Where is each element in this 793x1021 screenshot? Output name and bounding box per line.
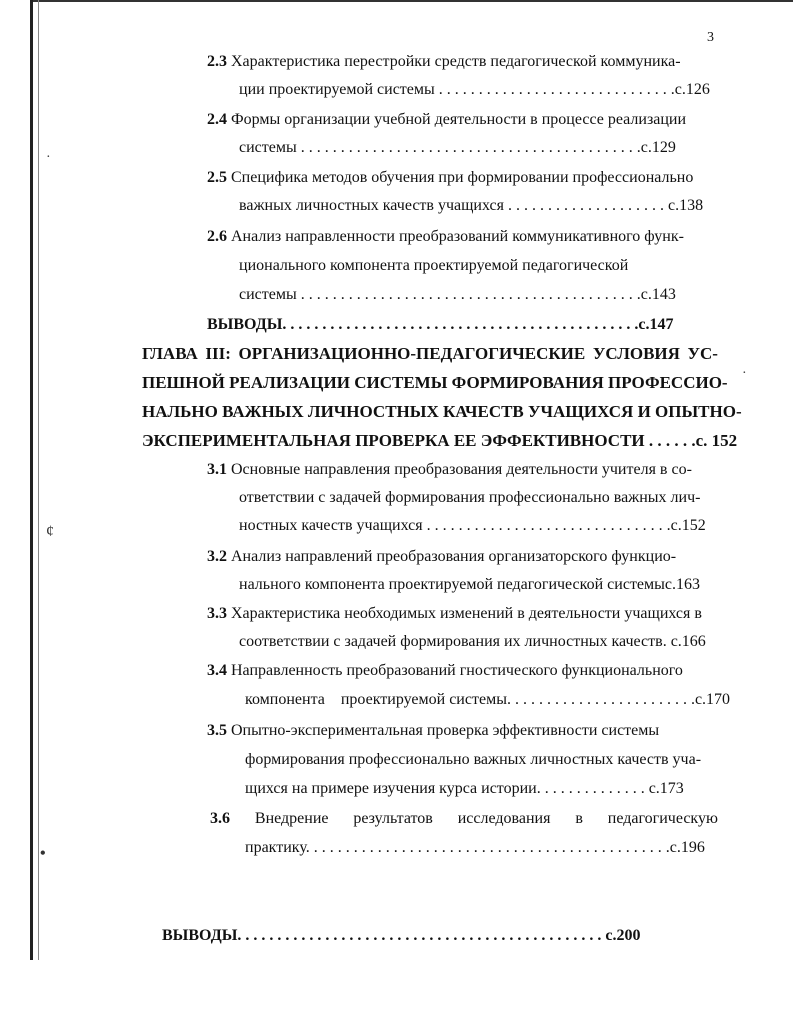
section-title: Анализ направлений преобразования организаторского функцио-: [231, 548, 677, 565]
scan-speck: ¢: [46, 523, 54, 540]
section-title: Характеристика необходимых изменений в деятельности учащихся в: [231, 605, 702, 622]
chapter-word: ОРГАНИЗАЦИОННО-ПЕДАГОГИЧЕСКИЕ: [238, 344, 586, 363]
toc-entry-3-2: [207, 547, 676, 567]
section-title-word: Внедрение: [254, 810, 329, 827]
section-title-word: результатов: [353, 810, 433, 827]
toc-entry-3-2-cont: нального компонента проектируемой педагогической системыс.163: [239, 576, 701, 593]
toc-entry-3-6: [210, 809, 718, 829]
chapter-3-heading-line-2: ПЕШНОЙ РЕАЛИЗАЦИИ СИСТЕМЫ ФОРМИРОВАНИЯ ПРОФЕССИО-: [142, 373, 728, 392]
chapter-number: III:: [205, 344, 231, 363]
toc-entry-3-3: [207, 604, 702, 624]
toc-entry-2-5-cont: важных личностных качеств учащихся . . . . . . . . . . . . . . . . . . . . с.138: [239, 197, 704, 214]
toc-entry-3-4: [207, 661, 683, 681]
conclusions-chapter-3: ВЫВОДЫ. . . . . . . . . . . . . . . . . . . . . . . . . . . . . . . . . . . . . . . . . . . . . . с.200: [162, 927, 641, 944]
section-title-word: исследования: [457, 810, 551, 827]
section-title: Характеристика перестройки средств педагогической коммуника-: [231, 53, 681, 70]
section-number: 3.3: [207, 605, 227, 622]
toc-entry-2-3: [207, 52, 681, 72]
chapter-word: УСЛОВИЯ: [592, 344, 680, 363]
section-title: Анализ направленности преобразований коммуникативного функ-: [231, 228, 684, 245]
section-title: Специфика методов обучения при формировании профессионально: [231, 169, 694, 186]
scan-top-edge: [30, 0, 793, 2]
scan-speck: ·: [742, 366, 747, 381]
toc-entry-3-5-cont2: щихся на примере изучения курса истории. . . . . . . . . . . . . . с.173: [245, 780, 684, 797]
scan-left-edge-inner: [38, 0, 39, 960]
toc-entry-2-5: [207, 168, 693, 188]
toc-entry-3-1-cont2: ностных качеств учащихся . . . . . . . . . . . . . . . . . . . . . . . . . . . . . . .с.152: [239, 517, 706, 534]
toc-entry-3-3-cont: соответствии с задачей формирования их личностных качеств. с.166: [239, 633, 706, 650]
conclusions-chapter-2: ВЫВОДЫ. . . . . . . . . . . . . . . . . . . . . . . . . . . . . . . . . . . . . . . . . . . . .с.147: [207, 316, 674, 333]
chapter-3-heading-line-3: НАЛЬНО ВАЖНЫХ ЛИЧНОСТНЫХ КАЧЕСТВ УЧАЩИХСЯ И ОПЫТНО-: [142, 402, 742, 421]
toc-entry-2-6: [207, 227, 684, 247]
toc-entry-2-3-cont: ции проектируемой системы . . . . . . . . . . . . . . . . . . . . . . . . . . . . . .с.126: [239, 81, 710, 98]
chapter-3-heading-line-4: ЭКСПЕРИМЕНТАЛЬНАЯ ПРОВЕРКА ЕЕ ЭФФЕКТИВНОСТИ . . . . . .с. 152: [142, 431, 738, 450]
toc-entry-3-5-cont: формирования профессионально важных личностных качеств уча-: [245, 751, 702, 768]
section-number: 3.1: [207, 461, 227, 478]
toc-entry-3-4-cont: компонента проектируемой системы. . . . . . . . . . . . . . . . . . . . . . . .с.170: [245, 691, 731, 708]
section-number: 2.6: [207, 228, 227, 245]
toc-entry-3-1: [207, 460, 692, 480]
chapter-word: ГЛАВА: [142, 344, 198, 363]
toc-entry-3-5: [207, 721, 659, 741]
section-title: Формы организации учебной деятельности в процессе реализации: [231, 111, 687, 128]
section-number: 2.5: [207, 169, 227, 186]
section-number: 3.4: [207, 662, 227, 679]
section-number: 3.5: [207, 722, 227, 739]
page-number: 3: [707, 30, 714, 45]
section-title: Опытно-экспериментальная проверка эффективности системы: [231, 722, 660, 739]
section-title-word: педагогическую: [607, 810, 718, 827]
toc-entry-3-1-cont: ответствии с задачей формирования профессионально важных лич-: [239, 489, 701, 506]
scan-speck: ·: [46, 150, 51, 165]
scan-left-edge: [30, 0, 33, 960]
section-number: 3.2: [207, 548, 227, 565]
section-number: 2.4: [207, 111, 227, 128]
toc-entry-3-6-cont: практику. . . . . . . . . . . . . . . . . . . . . . . . . . . . . . . . . . . . . . . . . . . . . .с.196: [245, 839, 705, 856]
toc-entry-2-4: [207, 110, 686, 130]
scan-speck: •: [40, 845, 46, 862]
section-number: 3.6: [210, 810, 230, 827]
toc-entry-2-4-cont: системы . . . . . . . . . . . . . . . . . . . . . . . . . . . . . . . . . . . . . . . . . . .с.129: [239, 139, 676, 156]
toc-entry-2-6-cont: ционального компонента проектируемой педагогической: [239, 257, 629, 274]
section-title-word: в: [575, 810, 583, 827]
section-number: 2.3: [207, 53, 227, 70]
chapter-3-heading-line-1: [142, 344, 718, 364]
section-title: Основные направления преобразования деятельности учителя в со-: [231, 461, 692, 478]
toc-entry-2-6-cont2: системы . . . . . . . . . . . . . . . . . . . . . . . . . . . . . . . . . . . . . . . . . . .с.143: [239, 286, 676, 303]
section-title: Направленность преобразований гностического функционального: [231, 662, 683, 679]
chapter-word: УС-: [687, 344, 718, 363]
